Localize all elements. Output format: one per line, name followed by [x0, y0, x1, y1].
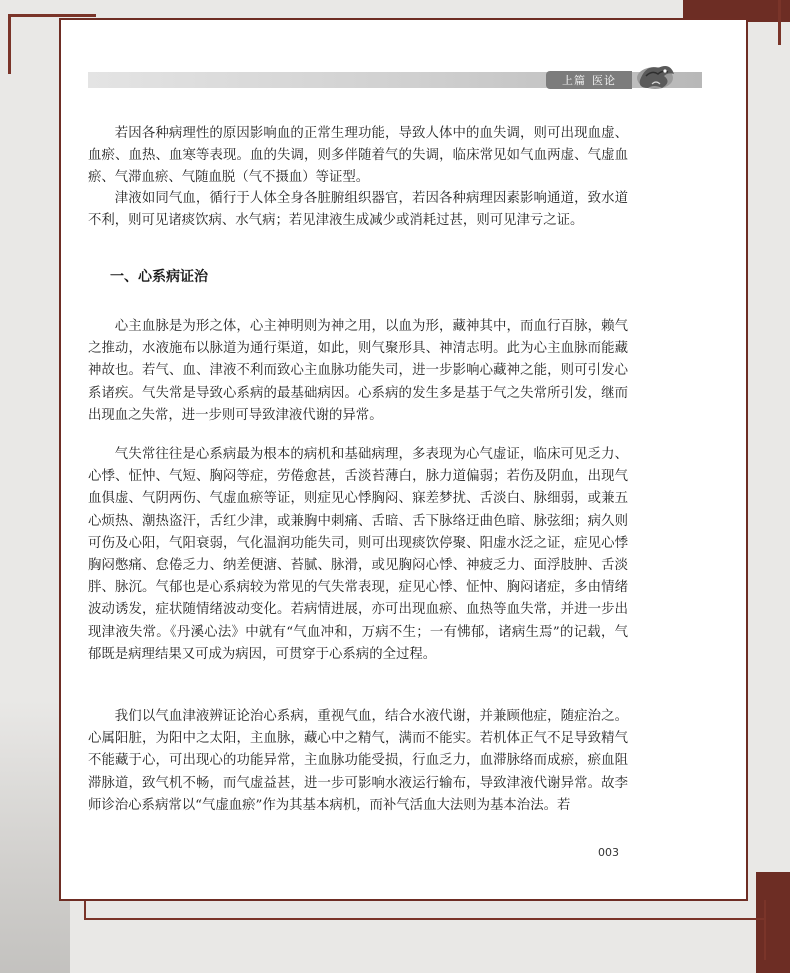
frame-line-bottom-right	[764, 900, 766, 960]
section-heading: 一、心系病证治	[110, 269, 208, 285]
page-number: 003	[598, 846, 619, 859]
frame-line-bottom	[84, 918, 764, 920]
dragon-ornament-icon	[632, 58, 678, 92]
header-part: 上篇	[562, 74, 586, 87]
frame-line-top-left-vertical	[8, 14, 11, 74]
running-header-label	[546, 71, 632, 89]
paragraph-blood-disorder: 若因各种病理性的原因影响血的正常生理功能，导致人体中的血失调，则可出现血虚、血瘀、血热、血寒等表现。血的失调，则多伴随着气的失调，临床常见如气血两虚、气虚血瘀、气滞血瘀、气随血脱（气不摄血）等证型。	[88, 126, 628, 186]
paragraph-heart-blood-vessels: 心主血脉是为形之体，心主神明则为神之用，以血为形，藏神其中，而血行百脉，赖气之推动，水液施布以脉道为通行渠道，如此，则气聚形具、神清志明。此为心主血脉而能藏神故也。若气、血、津液不利而致心主血脉功能失司，进一步影响心藏神之能，则可引发心系诸疾。气失常是导致心系病的最基础病因。心系病的发生多是基于气之失常所引发，继而出现血之失常，进一步则可导致津液代谢的异常。	[88, 319, 628, 423]
frame-block-bottom-right	[756, 872, 790, 973]
paragraph-fluid-disorder: 津液如同气血，循行于人体全身各脏腑组织器官，若因各种病理因素影响通道，致水道不利，则可见诸痰饮病、水气病；若见津液生成减少或消耗过甚，则可见津亏之证。	[88, 191, 628, 229]
paragraph-treatment-approach: 我们以气血津液辨证论治心系病，重视气血，结合水液代谢，并兼顾他症，随症治之。心属阳脏，为阳中之太阳，主血脉，藏心中之精气，满而不能实。若机体正气不足导致精气不能藏于心，可出现心的功能异常，主血脉功能受损，行血乏力，血滞脉络而成瘀，瘀血阻滞脉道，致气机不畅，而气虚益甚，进一步可影响水液运行输布，导致津液代谢异常。故李师诊治心系病常以“气虚血瘀”作为其基本病机，而补气活血大法则为基本治法。若	[88, 709, 628, 813]
frame-line-top-left	[8, 14, 96, 17]
frame-line-top-right	[778, 0, 781, 45]
header-section: 医论	[592, 74, 616, 87]
paragraph-qi-disorder: 气失常往往是心系病最为根本的病机和基础病理，多表现为心气虚证，临床可见乏力、心悸、怔忡、气短、胸闷等症，劳倦愈甚，舌淡苔薄白，脉力道偏弱；若伤及阴血，出现气血俱虚、气阴两伤、气虚血瘀等证，则症见心悸胸闷、寐差梦扰、舌淡白、脉细弱，或兼五心烦热、潮热盗汗，舌红少津，或兼胸中刺痛、舌暗、舌下脉络迂曲色暗、脉弦细；病久则可伤及心阳，气阳衰弱，气化温润功能失司，则可出现痰饮停聚、阳虚水泛之证，症见心悸胸闷憋痛、怠倦乏力、纳差便溏、苔腻、脉滑，或见胸闷心悸、神疲乏力、面浮肢肿、舌淡胖、脉沉。气郁也是心系病较为常见的气失常表现，症见心悸、怔忡、胸闷诸症，多由情绪波动诱发，症状随情绪波动变化。若病情进展，亦可出现血瘀、血热等血失常，并进一步出现津液失常。《丹溪心法》中就有“气血冲和，万病不生；一有怫郁，诸病生焉”的记载，气郁既是病理结果又可成为病因，可贯穿于心系病的全过程。	[88, 447, 628, 662]
